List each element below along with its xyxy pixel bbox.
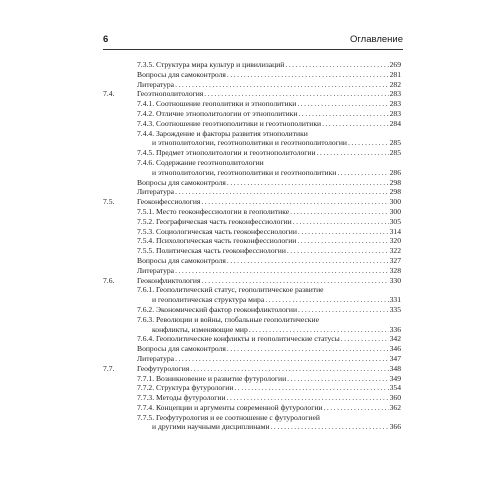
dot-leader	[175, 187, 389, 197]
entry-page-number: 269	[389, 60, 401, 69]
entry-title: 7.4.2. Отличие этнополитологии от этнополитики	[137, 108, 298, 118]
dot-leader	[190, 364, 388, 374]
dot-leader	[323, 403, 388, 413]
dot-leader	[287, 374, 388, 384]
entry-title: Геоконфессиология	[137, 197, 201, 207]
entry-page-number: 335	[389, 304, 401, 314]
entry-page-number: 322	[389, 246, 401, 256]
entry-title: Вопросы для самоконтроля	[137, 69, 226, 79]
entry-title: Геоэтнополитология	[137, 89, 204, 99]
toc-entry	[0, 422, 500, 432]
toc-entry	[0, 99, 500, 109]
toc-entry	[0, 334, 500, 344]
entry-title: 7.3.5. Структура мира культур и цивилизаций	[137, 60, 285, 69]
toc-entry	[0, 344, 500, 354]
toc-entry	[0, 60, 500, 70]
entry-page-number: 330	[389, 275, 401, 285]
entry-page-number: 342	[389, 334, 401, 344]
entry-page-number: 298	[389, 187, 401, 197]
entry-page-number: 314	[389, 226, 401, 236]
entry-page-number: 336	[389, 324, 401, 334]
toc-entry	[0, 325, 500, 335]
toc-entry	[0, 80, 500, 90]
entry-page-number: 362	[389, 402, 401, 412]
entry-title: 7.7.2. Структура футурологии	[137, 383, 234, 393]
entry-page-number: 320	[389, 236, 401, 246]
toc-entry	[0, 285, 500, 295]
toc-entry	[0, 246, 500, 256]
dot-leader	[227, 70, 389, 80]
toc-entry	[0, 178, 500, 188]
dot-leader	[175, 354, 389, 364]
entry-title: 7.4.6. Содержание геоэтнополитологии	[137, 157, 264, 167]
toc-entry	[0, 227, 500, 237]
entry-title: Литература	[137, 353, 175, 363]
toc-entry	[0, 295, 500, 305]
entry-page-number: 331	[389, 295, 401, 305]
section-number: 7.6.	[103, 275, 115, 285]
entry-page-number: 282	[389, 79, 401, 89]
entry-title: Вопросы для самоконтроля	[137, 255, 226, 265]
entry-title: 7.7.5. Геофутурология и ее соотношение с футурологией	[137, 412, 320, 422]
entry-title: и этнополитологии, геоэтнополитики и геоэтнополитики	[152, 167, 337, 177]
toc-entry	[0, 374, 500, 384]
entry-title: Геофутурология	[137, 363, 190, 373]
dot-leader	[337, 168, 388, 178]
entry-title: Вопросы для самоконтроля	[137, 344, 226, 354]
toc-entry	[0, 187, 500, 197]
toc-entry	[0, 413, 500, 423]
toc-entry	[0, 207, 500, 217]
toc-entry	[0, 354, 500, 364]
entry-title: и другими научными дисциплинами	[152, 422, 270, 432]
dot-leader	[348, 138, 389, 148]
entry-page-number: 284	[389, 118, 401, 128]
entry-title: Литература	[137, 187, 175, 197]
dot-leader	[249, 325, 389, 335]
entry-page-number: 354	[389, 383, 401, 393]
entry-page-number: 300	[389, 206, 401, 216]
entry-title: Литература	[137, 265, 175, 275]
toc-entry	[0, 217, 500, 227]
entry-title: 7.6.1. Геополитический статус, геополитическое развитие	[137, 285, 324, 295]
dot-leader	[290, 207, 389, 217]
entry-page-number: 366	[389, 422, 401, 432]
entry-title: 7.4.4. Зарождение и факторы развития этнополитики	[137, 128, 308, 138]
dot-leader	[265, 295, 388, 305]
dot-leader	[234, 383, 388, 393]
dot-leader	[287, 246, 389, 256]
entry-page-number: 281	[389, 69, 401, 79]
toc-entry	[0, 129, 500, 139]
entry-title: 7.6.2. Экономический фактор геоконфликтологии	[137, 304, 298, 314]
dot-leader	[298, 109, 388, 119]
entry-page-number: 300	[389, 197, 401, 207]
dot-leader	[341, 334, 389, 344]
entry-title: 7.6.3. Революции и войны, глобальные геополитические	[137, 314, 319, 324]
toc-entry	[0, 383, 500, 393]
dot-leader	[227, 344, 389, 354]
dot-leader	[202, 276, 389, 286]
dot-leader	[175, 266, 389, 276]
toc-entry	[0, 315, 500, 325]
entry-page-number: 298	[389, 177, 401, 187]
dot-leader	[322, 119, 388, 129]
entry-page-number: 348	[389, 363, 401, 373]
entry-title: 7.4.5. Предмет этнополитологии и геоэтнополитологии	[137, 148, 316, 158]
toc-entry	[0, 197, 500, 207]
entry-page-number: 283	[389, 89, 401, 99]
dot-leader	[298, 305, 389, 315]
entry-title: Геоконфликтология	[137, 275, 201, 285]
toc-entry	[0, 158, 500, 168]
entry-page-number: 328	[389, 265, 401, 275]
entry-title: Вопросы для самоконтроля	[137, 177, 226, 187]
toc-entry	[0, 70, 500, 80]
toc-entry	[0, 89, 500, 99]
entry-page-number: 346	[389, 344, 401, 354]
toc-entry	[0, 266, 500, 276]
entry-page-number: 286	[389, 167, 401, 177]
dot-leader	[204, 89, 388, 99]
dot-leader	[227, 178, 389, 188]
dot-leader	[297, 99, 388, 109]
dot-leader	[285, 60, 388, 70]
running-header	[103, 33, 403, 50]
entry-page-number: 305	[389, 216, 401, 226]
toc-entry	[0, 364, 500, 374]
entry-page-number: 285	[389, 148, 401, 158]
entry-title: 7.5.1. Место геоконфессиологии в геополитике	[137, 206, 290, 216]
entry-title: 7.5.5. Политическая часть геоконфессиологии	[137, 246, 286, 256]
dot-leader	[227, 256, 389, 266]
dot-leader	[293, 217, 389, 227]
toc-entry	[0, 119, 500, 129]
entry-page-number: 327	[389, 255, 401, 265]
dot-leader	[201, 197, 388, 207]
entry-title: конфликты, изменяющие мир	[152, 324, 248, 334]
table-of-contents	[0, 60, 500, 432]
entry-title: 7.4.3. Соотношение геоэтнополитики и геоэтнополитики	[137, 118, 322, 128]
entry-title: 7.5.4. Психологическая часть геоконфессиологии	[137, 236, 297, 246]
entry-title: 7.7.3. Методы футурологии	[137, 393, 226, 403]
toc-entry	[0, 236, 500, 246]
toc-entry	[0, 168, 500, 178]
entry-page-number: 283	[389, 99, 401, 109]
section-number: 7.5.	[103, 197, 115, 207]
dot-leader	[227, 393, 389, 403]
toc-entry	[0, 393, 500, 403]
running-title: Оглавление	[350, 34, 403, 45]
toc-entry	[0, 305, 500, 315]
entry-page-number: 283	[389, 108, 401, 118]
entry-page-number: 347	[389, 353, 401, 363]
entry-title: Литература	[137, 79, 175, 89]
section-number: 7.7.	[103, 363, 115, 373]
entry-page-number: 349	[389, 373, 401, 383]
entry-title: и этнополитологии, геоэтнополитики и геоэтнополитологии	[152, 138, 347, 148]
toc-entry	[0, 276, 500, 286]
entry-title: и геополитическая структура мира	[152, 295, 265, 305]
entry-page-number: 285	[389, 138, 401, 148]
toc-entry	[0, 109, 500, 119]
dot-leader	[175, 80, 389, 90]
entry-title: 7.4.1. Соотношение геополитики и этнополитики	[137, 99, 297, 109]
dot-leader	[317, 148, 389, 158]
toc-entry	[0, 148, 500, 158]
entry-title: 7.7.1. Возникновение и развитие футурологии	[137, 373, 287, 383]
dot-leader	[298, 227, 389, 237]
dot-leader	[271, 422, 389, 432]
entry-title: 7.5.2. Географическая часть геоконфессиологии	[137, 216, 292, 226]
toc-entry	[0, 256, 500, 266]
entry-title: 7.6.4. Геополитические конфликты и геополитические статусы	[137, 334, 340, 344]
entry-title: 7.5.3. Социологическая часть геоконфессиологии	[137, 226, 297, 236]
toc-entry	[0, 403, 500, 413]
page-number: 6	[103, 34, 109, 45]
toc-entry	[0, 138, 500, 148]
section-number: 7.4.	[103, 89, 115, 99]
entry-title: 7.7.4. Концепции и аргументы современной футурологии	[137, 402, 323, 412]
dot-leader	[297, 236, 388, 246]
entry-page-number: 360	[389, 393, 401, 403]
